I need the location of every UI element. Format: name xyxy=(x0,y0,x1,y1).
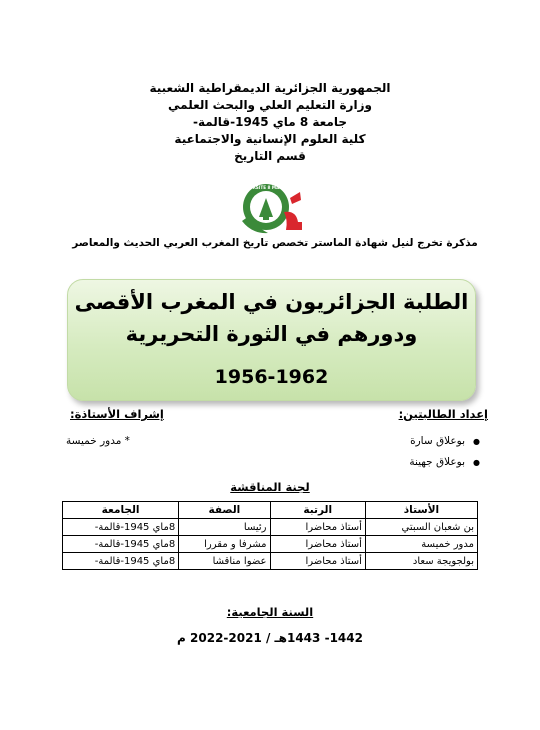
students-label: إعداد الطالبتين: xyxy=(398,407,488,421)
table-cell: أستاذ محاضرا xyxy=(270,553,365,570)
academic-year-label: السنة الجامعية: xyxy=(226,605,314,619)
student-name: بوعلاق سارة xyxy=(410,435,466,447)
column-header-rank: الرتبة xyxy=(270,502,365,519)
column-header-professor: الأستاذ xyxy=(365,502,477,519)
table-cell: أستاذ محاضرا xyxy=(270,519,365,536)
university-logo-icon xyxy=(226,176,316,240)
table-cell: بن شعبان السبتي xyxy=(365,519,477,536)
student-item xyxy=(409,456,480,468)
logo-ring-text: UNIVERSITE 8 MAI 1945 xyxy=(238,185,294,190)
column-header-university: الجامعة xyxy=(63,502,179,519)
bullet-icon: ● xyxy=(473,458,480,467)
academic-year-value: 1442- 1443هـ / 2021-2022 م xyxy=(177,631,363,645)
table-row xyxy=(63,536,478,553)
supervisor-label: إشراف الأستاذة: xyxy=(70,407,164,421)
supervisor-name: * مدور خميسة xyxy=(66,435,130,447)
student-item xyxy=(410,435,480,447)
country-name: الجمهورية الجزائرية الديمقراطية الشعبية xyxy=(149,81,391,95)
thesis-title-line2: ودورهم في الثورة التحريرية xyxy=(125,322,418,346)
bullet-icon: ● xyxy=(473,437,480,446)
table-cell: مشرفا و مقررا xyxy=(179,536,270,553)
ministry-name: وزارة التعليم العلي والبحث العلمي xyxy=(168,98,372,112)
university-name: جامعة 8 ماي 1945-قالمة- xyxy=(192,115,348,129)
table-header-row xyxy=(63,502,478,519)
faculty-name: كلية العلوم الإنسانية والاجتماعية xyxy=(174,132,366,146)
column-header-role: الصفة xyxy=(179,502,270,519)
university-logo xyxy=(226,176,316,240)
thesis-title-line1: الطلبة الجزائريون في المغرب الأقصى xyxy=(74,290,469,314)
student-name: بوعلاق جهينة xyxy=(409,456,466,468)
table-cell: 8ماي 1945-قالمة- xyxy=(63,536,179,553)
table-cell: عضوا مناقشا xyxy=(179,553,270,570)
committee-label: لجنة المناقشة xyxy=(230,480,310,494)
table-cell: رئيسا xyxy=(179,519,270,536)
table-cell: مدور خميسة xyxy=(365,536,477,553)
department-name: قسم التاريخ xyxy=(234,149,306,163)
committee-table xyxy=(62,501,478,570)
table-cell: بولجويجة سعاد xyxy=(365,553,477,570)
table-cell: أستاذ محاضرا xyxy=(270,536,365,553)
table-row xyxy=(63,519,478,536)
table-cell: 8ماي 1945-قالمة- xyxy=(63,553,179,570)
memo-description: مذكرة تخرج لنيل شهادة الماستر تخصص تاريخ المغرب العربي الحديث والمعاصر xyxy=(72,237,478,249)
thesis-years: 1956-1962 xyxy=(214,366,329,388)
institution-header xyxy=(0,80,540,165)
thesis-title-box xyxy=(67,279,476,401)
table-cell: 8ماي 1945-قالمة- xyxy=(63,519,179,536)
table-row xyxy=(63,553,478,570)
